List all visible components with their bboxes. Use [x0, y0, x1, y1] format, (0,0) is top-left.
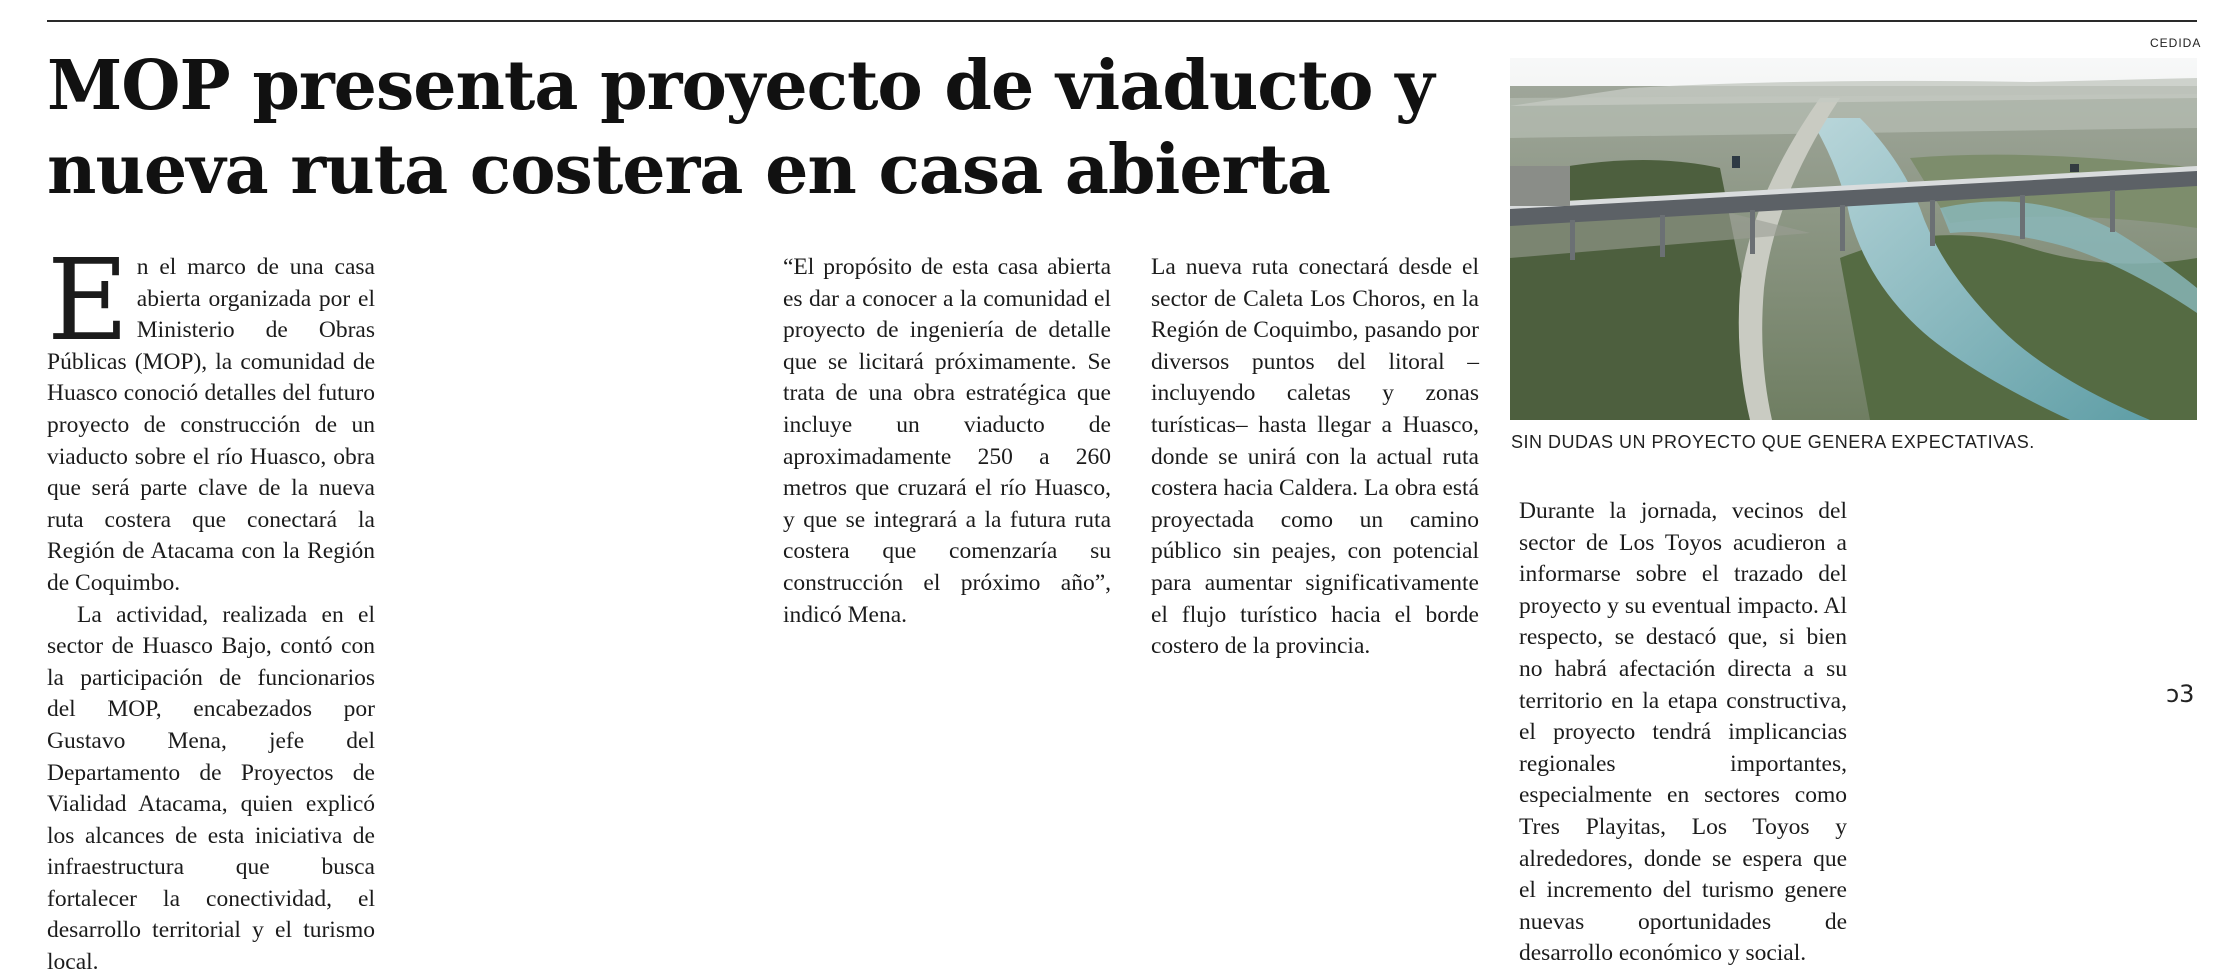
photo-credit: CEDIDA	[2150, 36, 2202, 50]
paragraph-1: En el marco de una casa abierta organizada por el Ministerio de Obras Públicas (MOP), la comunidad de Huasco conoció detalles del futuro proyecto de construcción de un viaducto sobre el río Huasco, obra que será parte clave de la nueva ruta costera que conectará la Región de Atacama con la Región de Coquimbo.	[47, 236, 375, 596]
article-column-1	[47, 236, 375, 979]
paragraph-5: Durante la jornada, vecinos del sector de Los Toyos acudieron a informarse sobre el trazado del proyecto y su eventual impacto. Al respecto, se destacó que, si bien no habrá afectación directa a su territorio en la etapa constructiva, el proyecto tendrá implicancias regionales importantes, especialmente en sectores como Tres Playitas, Los Toyos y alrededores, donde se espera que el incremento del turismo genere nuevas oportunidades de desarrollo económico y social.	[1519, 498, 1847, 967]
article-column-4	[1151, 252, 1479, 663]
article-column-5	[1519, 496, 1847, 970]
end-of-article-icon: ↄ3	[2166, 680, 2195, 708]
drop-cap: E	[47, 236, 129, 366]
viaduct-illustration	[1510, 58, 2197, 420]
paragraph-2: La actividad, realizada en el sector de Huasco Bajo, contó con la participación de funcionarios del MOP, encabezados por Gustavo Mena, jefe del Departamento de Proyectos de Vialidad Atacama, quien explicó los alcances de esta iniciativa de infraestructura que busca fortalecer la conectividad, el desarrollo territorial y el turismo local.	[47, 601, 375, 976]
headline	[47, 44, 1507, 212]
viaduct-rendering-photo	[1510, 58, 2197, 420]
paragraph-4: La nueva ruta conectará desde el sector de Caleta Los Choros, en la Región de Coquimbo, pasando por diversos puntos del litoral –incluyendo caletas y zonas turísticas– hasta llegar a Huasco, donde se unirá con la actual ruta costera hacia Caldera. La obra está proyectada como un camino público sin peajes, con potencial para aumentar significativamente el flujo turístico hacia el borde costero de la provincia.	[1151, 254, 1479, 660]
article-column-3	[783, 252, 1111, 631]
paragraph-3: “El propósito de esta casa abierta es dar a conocer a la comunidad el proyecto de ingeniería de detalle que se licitará próximamente. Se trata de una obra estratégica que incluye un viaducto de aproximadamente 250 a 260 metros que cruzará el río Huasco, y que se integrará a la futura ruta costera que comenzaría su construcción el próximo año”, indicó Mena.	[783, 254, 1111, 628]
headline-line-1: MOP presenta proyecto de viaducto y	[47, 46, 1434, 126]
photo-caption: SIN DUDAS UN PROYECTO QUE GENERA EXPECTATIVAS.	[1511, 432, 2035, 452]
headline-line-2: nueva ruta costera en casa abierta	[47, 130, 1330, 210]
top-rule	[47, 20, 2197, 22]
